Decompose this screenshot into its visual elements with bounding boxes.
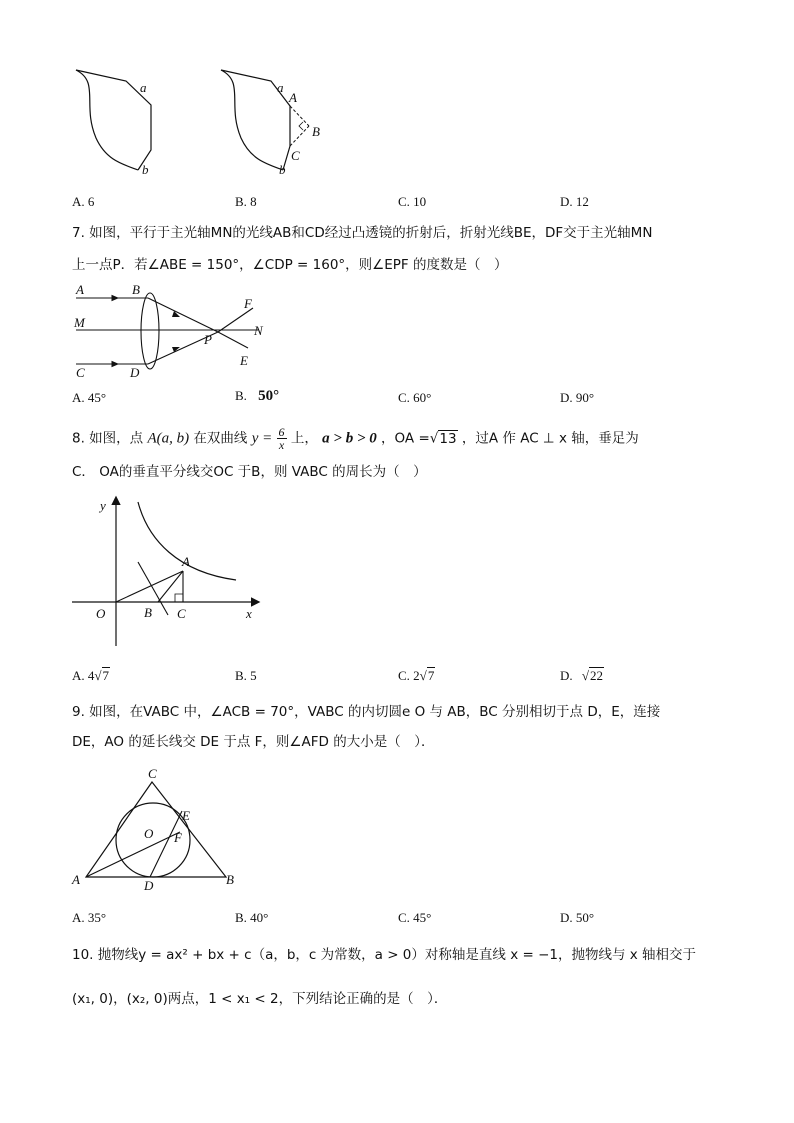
q8-y-eq: y = bbox=[251, 430, 273, 447]
q8-hyperbola-figure bbox=[68, 490, 268, 650]
fig6-right-label-B: B bbox=[312, 124, 320, 139]
q8-option-d[interactable] bbox=[560, 668, 604, 684]
q8-opt-c-sqrt: √ bbox=[419, 668, 427, 683]
fig7-label-C: C bbox=[76, 365, 85, 380]
q7-stem-line1: 7. 如图，平行于主光轴MN的光线AB和CD经过凸透镜的折射后，折射光线BE，DF交于主光轴MN bbox=[72, 225, 653, 241]
fig9-label-D: D bbox=[144, 878, 154, 893]
q8-t3: 上， bbox=[290, 430, 318, 447]
q8-opt-d-rad: 22 bbox=[590, 668, 604, 683]
q8-opt-d-text: D. bbox=[560, 668, 573, 683]
q8-frac-num: 6 bbox=[278, 425, 285, 439]
fig6-right-label-C: C bbox=[291, 148, 300, 163]
q8-t4: ，OA = bbox=[381, 430, 430, 447]
fig6-right-label-a: a bbox=[277, 80, 284, 95]
fig6-right-label-b: b bbox=[279, 162, 286, 177]
q7-option-d[interactable]: D. 90° bbox=[560, 390, 595, 405]
q8-t1: 8. 如图，点 bbox=[72, 430, 144, 447]
fig7-label-D: D bbox=[130, 365, 140, 380]
q8-t5: ，过A 作 AC ⊥ x 轴，垂足为 bbox=[461, 430, 639, 447]
fig8-label-O: O bbox=[96, 606, 106, 621]
q7-stem-line2: 上一点P．若∠ABE = 150°，∠CDP = 160°，则∠EPF 的度数是（ ） bbox=[72, 257, 508, 273]
q6-figure-right bbox=[205, 60, 335, 185]
q8-opt-a-sqrt: √ bbox=[94, 668, 102, 683]
fig7-label-P: P bbox=[204, 332, 212, 347]
q6-figure-left bbox=[60, 60, 180, 185]
fig9-label-F: F bbox=[174, 830, 182, 845]
q8-opt-a-rad: 7 bbox=[102, 668, 110, 683]
q8-stem-line2: C． OA的垂直平分线交OC 于B，则 VABC 的周长为（ ） bbox=[72, 464, 427, 480]
fig9-label-A: A bbox=[72, 872, 80, 887]
fig7-label-N: N bbox=[254, 323, 263, 338]
q8-point-A: A(a, b) bbox=[147, 430, 190, 447]
fig7-label-E: E bbox=[240, 353, 248, 368]
q8-ineq: a > b > 0 bbox=[322, 430, 377, 447]
q8-fraction bbox=[277, 426, 287, 451]
q9-stem-line1: 9. 如图，在VABC 中，∠ACB = 70°，VABC 的内切圆e O 与 AB，BC 分别相切于点 D，E，连接 bbox=[72, 704, 661, 720]
q9-option-d[interactable]: D. 50° bbox=[560, 910, 595, 925]
fig8-label-A: A bbox=[182, 554, 190, 569]
fig7-label-B: B bbox=[132, 282, 140, 297]
fig6-left-label-b: b bbox=[142, 162, 149, 177]
q6-option-d[interactable]: D. 12 bbox=[560, 194, 589, 209]
q8-frac-den: x bbox=[278, 438, 285, 452]
fig8-label-C: C bbox=[177, 606, 186, 621]
q7-option-b-value: 50° bbox=[258, 388, 280, 404]
q8-t2: 在双曲线 bbox=[193, 430, 248, 447]
q8-sqrt-13: 13 bbox=[439, 430, 457, 447]
fig8-label-y: y bbox=[100, 498, 106, 513]
q8-opt-c-rad: 7 bbox=[427, 668, 435, 683]
fig7-label-M: M bbox=[74, 315, 85, 330]
q10-stem-line2: (x₁, 0)，(x₂, 0)两点，1 < x₁ < 2，下列结论正确的是（ ）． bbox=[72, 991, 448, 1007]
q7-lens-figure bbox=[68, 280, 278, 380]
q7-option-b[interactable] bbox=[235, 388, 279, 405]
fig7-label-A: A bbox=[76, 282, 84, 297]
q8-opt-c-text: C. 2 bbox=[398, 668, 420, 683]
q9-option-a[interactable]: A. 35° bbox=[72, 910, 107, 925]
q9-incircle-figure bbox=[68, 760, 248, 895]
q8-option-c[interactable] bbox=[398, 668, 435, 684]
fig6-right-label-A: A bbox=[289, 90, 297, 105]
fig9-label-E: E bbox=[182, 808, 190, 823]
q8-stem-line1 bbox=[72, 426, 639, 451]
q8-opt-a-text: A. 4 bbox=[72, 668, 95, 683]
fig6-left-label-a: a bbox=[140, 80, 147, 95]
q8-opt-d-sqrt: √ bbox=[581, 668, 590, 683]
q9-option-b[interactable]: B. 40° bbox=[235, 910, 269, 925]
q8-sqrt-sign: √ bbox=[429, 430, 439, 447]
fig9-label-C: C bbox=[148, 766, 157, 781]
fig9-label-O: O bbox=[144, 826, 154, 841]
fig8-label-B: B bbox=[144, 605, 152, 620]
fig8-label-x: x bbox=[246, 606, 252, 621]
q6-option-c[interactable]: C. 10 bbox=[398, 194, 427, 209]
q7-option-a[interactable]: A. 45° bbox=[72, 390, 107, 405]
q6-option-a[interactable]: A. 6 bbox=[72, 194, 95, 209]
q7-option-b-letter: B. bbox=[235, 388, 247, 403]
q7-option-c[interactable]: C. 60° bbox=[398, 390, 432, 405]
fig7-label-F: F bbox=[244, 296, 252, 311]
q9-option-c[interactable]: C. 45° bbox=[398, 910, 432, 925]
fig9-label-B: B bbox=[226, 872, 234, 887]
q6-option-b[interactable]: B. 8 bbox=[235, 194, 257, 209]
q8-option-a[interactable] bbox=[72, 668, 110, 684]
q9-stem-line2: DE，AO 的延长线交 DE 于点 F，则∠AFD 的大小是（ ）． bbox=[72, 734, 435, 750]
q8-option-b[interactable]: B. 5 bbox=[235, 668, 257, 683]
q10-stem-line1: 10. 抛物线y = ax² + bx + c（a，b，c 为常数，a > 0）对称轴是直线 x = −1，抛物线与 x 轴相交于 bbox=[72, 947, 697, 963]
